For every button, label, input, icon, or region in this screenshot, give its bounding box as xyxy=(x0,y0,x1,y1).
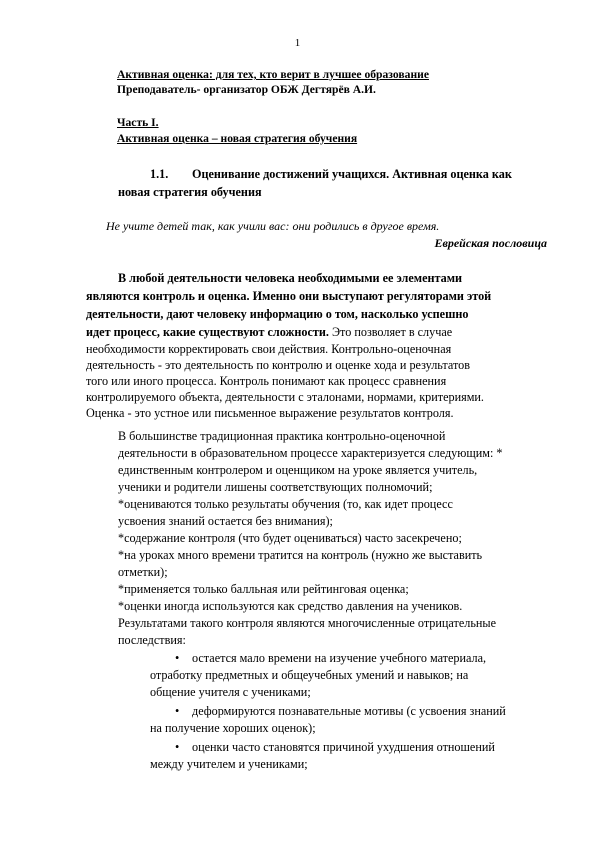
p1-line: деятельности, дают человеку информацию о том, насколько успешно xyxy=(86,307,469,321)
p1-line: являются контроль и оценка. Именно они выступают регуляторами этой xyxy=(86,289,492,303)
p1-bold-part: идет процесс, какие существуют сложности. xyxy=(86,325,329,339)
bullet-item-cont: на получение хороших оценок); xyxy=(150,721,316,735)
section-number: 1.1. xyxy=(150,167,169,181)
epigraph-source: Еврейская пословица xyxy=(434,236,547,250)
p2-line: усвоения знаний остается без внимания); xyxy=(118,514,333,528)
section-title-line-1: Оценивание достижений учащихся. Активная оценка как xyxy=(192,167,512,181)
p2-line: *оцениваются только результаты обучения (то, как идет процесс xyxy=(118,497,453,511)
p2-line: В большинстве традиционная практика контрольно-оценочной xyxy=(118,429,446,443)
p2-line: Результатами такого контроля являются многочисленные отрицательные xyxy=(118,616,497,630)
p2-line: *содержание контроля (что будет оцениваться) часто засекречено; xyxy=(118,531,462,545)
part-title: Часть I. xyxy=(117,116,159,129)
epigraph-text: Не учите детей так, как учили вас: они родились в другое время. xyxy=(106,219,440,233)
bullet-item-cont: отработку предметных и общеучебных умений и навыков; на xyxy=(150,668,469,682)
p2-line: единственным контролером и оценщиком на уроке является учитель, xyxy=(118,463,478,477)
p2-line: *на уроках много времени тратится на контроль (нужно же выставить xyxy=(118,548,483,562)
bullet-item-cont: между учителем и учениками; xyxy=(150,757,308,771)
p2-line: деятельности в образовательном процессе характеризуется следующим: * xyxy=(118,446,503,460)
bullet-item-cont: общение учителя с учениками; xyxy=(150,685,311,699)
bullet-item: деформируются познавательные мотивы (с усвоения знаний xyxy=(192,704,506,718)
p1-mixed-line xyxy=(86,324,452,340)
bullet-icon: • xyxy=(175,740,180,754)
bullet-item: остается мало времени на изучение учебного материала, xyxy=(192,651,487,665)
p1-line: Оценка - это устное или письменное выражение результатов контроля. xyxy=(86,406,454,420)
p2-line: последствия: xyxy=(118,633,186,647)
p1-line: того или иного процесса. Контроль понимают как процесс сравнения xyxy=(86,374,447,388)
header-line-2: Преподаватель- организатор ОБЖ Дегтярёв А.И. xyxy=(117,83,376,96)
p1-line: В любой деятельности человека необходимыми ее элементами xyxy=(118,271,463,285)
page-number: 1 xyxy=(294,37,301,49)
p1-line: деятельность - это деятельность по контролю и оценке хода и результатов xyxy=(86,358,470,372)
p2-line: отметки); xyxy=(118,565,168,579)
section-title-line-2: новая стратегия обучения xyxy=(118,185,262,199)
p2-line: *применяется только балльная или рейтинговая оценка; xyxy=(118,582,409,596)
bullet-item: оценки часто становятся причиной ухудшения отношений xyxy=(192,740,495,754)
bullet-icon: • xyxy=(175,651,180,665)
part-subtitle: Активная оценка – новая стратегия обучения xyxy=(117,132,358,145)
p1-line: контролируемого объекта, деятельности с эталонами, нормами, критериями. xyxy=(86,390,484,404)
p2-line: *оценки иногда используются как средство давления на учеников. xyxy=(118,599,463,613)
p1-line: необходимости корректировать свои действия. Контрольно-оценочная xyxy=(86,342,452,356)
header-line-1: Активная оценка: для тех, кто верит в лучшее образование xyxy=(117,68,429,81)
p1-normal-part: Это позволяет в случае xyxy=(328,325,453,339)
p2-line: ученики и родители лишены соответствующих полномочий; xyxy=(118,480,433,494)
bullet-icon: • xyxy=(175,704,180,718)
